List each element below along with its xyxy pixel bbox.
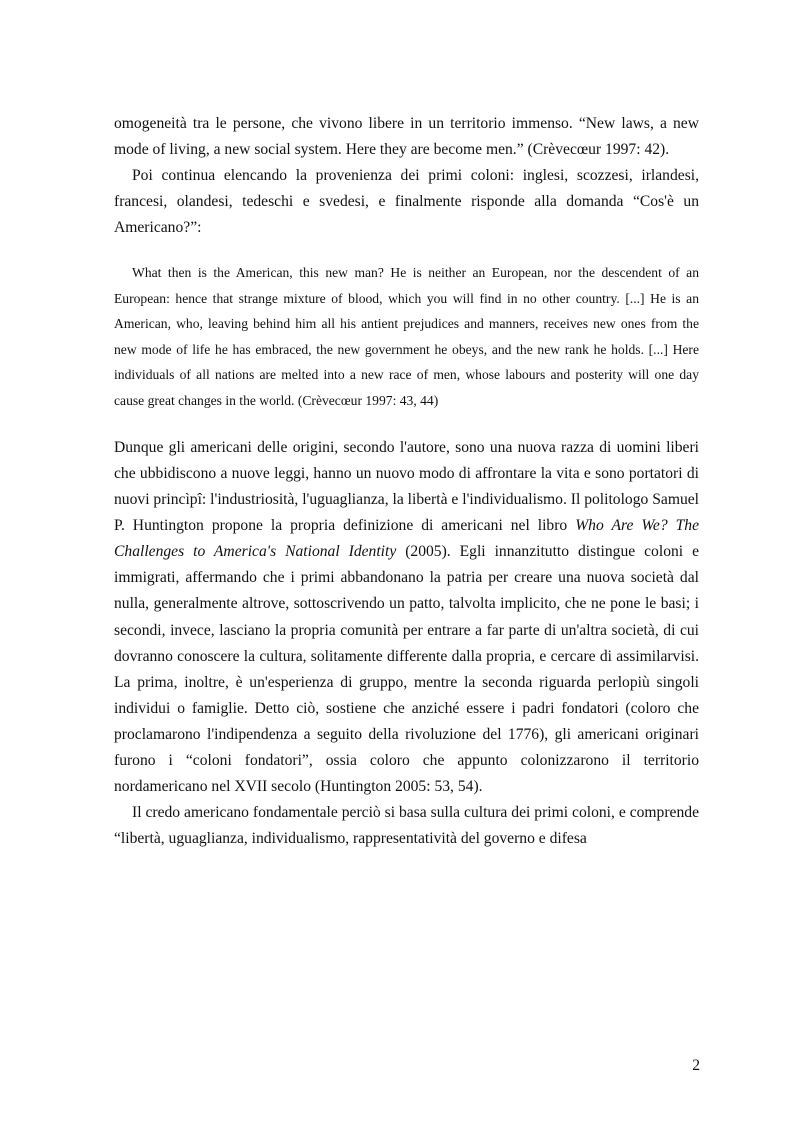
quote-spacer-top [114,241,699,260]
paragraph-huntington-text-end: (2005). Egli innanzitutto distingue coloni e immigrati, affermando che i primi abbandonano la patria per creare una nuova società dal nulla, generalmente altrove, sottoscrivendo un patto, talvolta implicito, che ne pone le basi; i secondi, invece, lasciano la propria comunità per entrare a far parte di un'altra società, di cui dovranno conoscere la cultura, solitamente differente dalla propria, e cercare di assimilarvisi. La prima, inoltre, è un'esperienza di gruppo, mentre la seconda riguarda perlopiù singoli individui o famiglie. Detto ciò, sostiene che anziché essere i padri fondatori (coloro che proclamarono l'indipendenza a seguito della rivoluzione del 1776), gli americani originari furono i “coloni fondatori”, ossia coloro che appunto colonizzarono il territorio nordamericano nel XVII secolo (Huntington 2005: 53, 54). [114,543,699,796]
block-quote: What then is the American, this new man? He is neither an European, nor the descendent of an European: hence that strange mixture of blood, which you will find in no other country. [...] He is an American, who, leaving behind him all his antient prejudices and manners, receives new ones from the new mode of life he has embraced, the new government he obeys, and the new rank he holds. [...] Here individuals of all nations are melted into a new race of men, whose labours and posterity will one day cause great changes in the world. (Crèvecœur 1997: 43, 44) [114,265,699,408]
quote-spacer-bottom [114,413,699,435]
paragraph-huntington-text-start: Dunque gli americani delle origini, secondo l'autore, sono una nuova razza di uomini liberi che ubbidiscono a nuove leggi, hanno un nuovo modo di affrontare la vita e sono portatori di nuovi princìpî: l'industriosità, l'uguaglianza, la libertà e l'individualismo. Il politologo Samuel P. Huntington propone la propria definizione di americani nel libro [114,438,699,535]
page-number: 2 [692,1057,700,1074]
paragraph-opening: omogeneità tra le persone, che vivono libere in un territorio immenso. “New laws, a new mode of living, a new social system. Here they are become men.” (Crèvecœur 1997: 42). [114,115,699,159]
paragraph-colonists-origin: Poi continua elencando la provenienza dei primi coloni: inglesi, scozzesi, irlandesi, francesi, olandesi, tedeschi e svedesi, e finalmente risponde alla domanda “Cos'è un Americano?”: [114,167,699,237]
book-title: Who Are We? The Challenges to America's National Identity [114,517,699,561]
page-body [114,111,699,852]
paragraph-huntington [114,435,699,800]
paragraph-american-creed: Il credo americano fondamentale perciò si basa sulla cultura dei primi coloni, e comprende “libertà, uguaglianza, individualismo, rappresentatività del governo e difesa [114,804,699,848]
